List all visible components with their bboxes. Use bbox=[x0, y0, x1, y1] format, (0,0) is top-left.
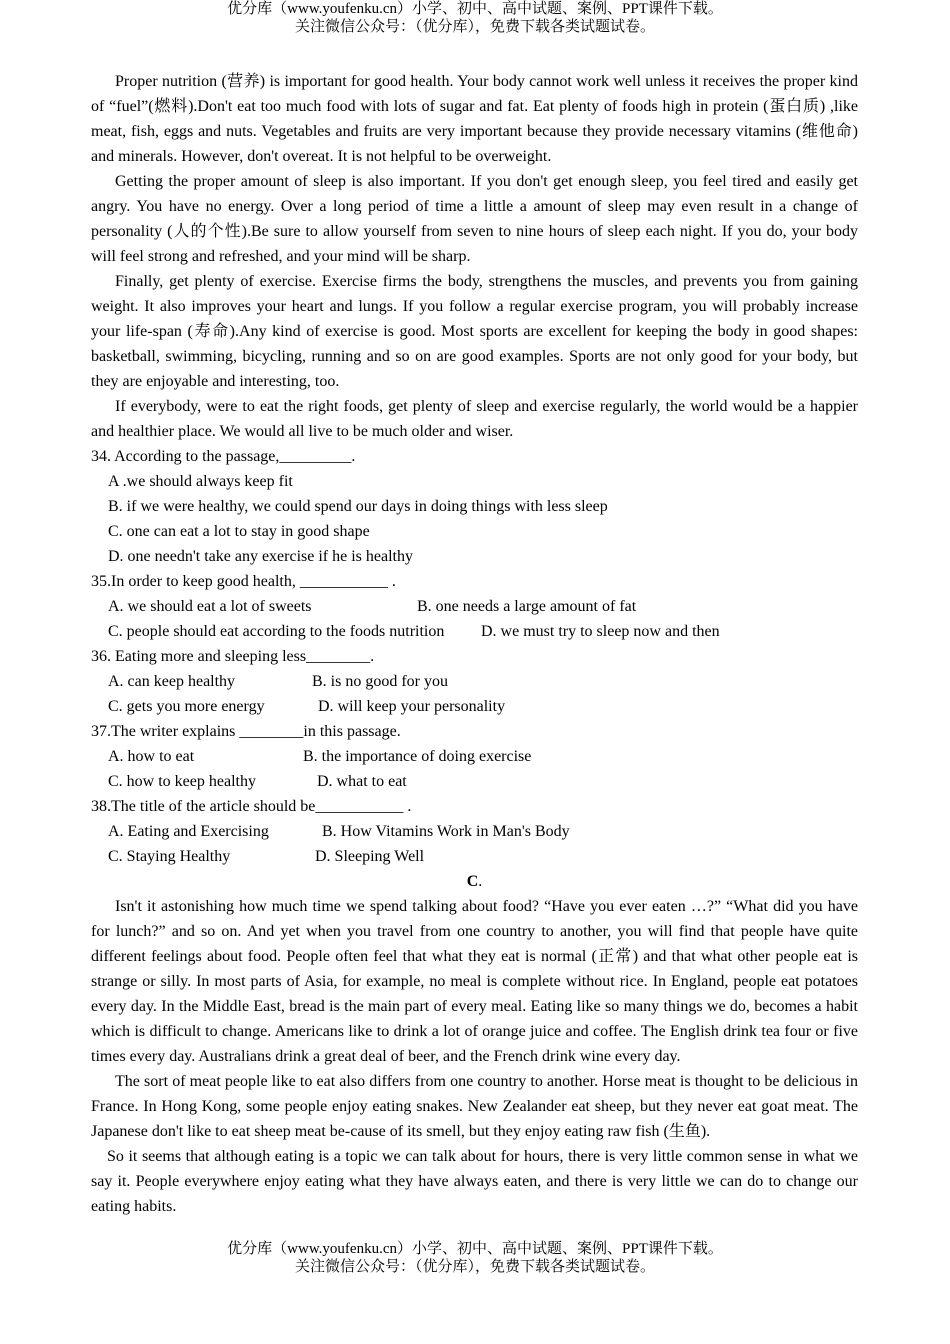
page-footer bbox=[0, 1240, 950, 1276]
question-37 bbox=[91, 719, 858, 794]
option-d: D. will keep your personality bbox=[318, 698, 506, 715]
option-row bbox=[91, 769, 858, 794]
footer-line-1: 优分库（www.youfenku.cn）小学、初中、高中试题、案例、PPT课件下载。 bbox=[227, 1241, 723, 1257]
passage-b-paragraph: If everybody, were to eat the right foods, get plenty of sleep and exercise regularly, the world would be a happier and healthier place. We would all live to be much older and wiser. bbox=[91, 398, 858, 440]
option-b: B. one needs a large amount of fat bbox=[417, 598, 637, 615]
question-36 bbox=[91, 644, 858, 719]
footer-line-2: 关注微信公众号：（优分库），免费下载各类试题试卷。 bbox=[294, 1259, 655, 1275]
option-row bbox=[91, 744, 858, 769]
option-a: A .we should always keep fit bbox=[108, 473, 293, 490]
option-d: D. we must try to sleep now and then bbox=[481, 623, 720, 640]
question-stem: 36. Eating more and sleeping less________. bbox=[91, 648, 375, 665]
option-b: B. How Vitamins Work in Man's Body bbox=[322, 823, 570, 840]
option-a: A. Eating and Exercising bbox=[108, 823, 269, 840]
option-c: C. one can eat a lot to stay in good shape bbox=[108, 523, 370, 540]
option-a: A. we should eat a lot of sweets bbox=[108, 598, 312, 615]
option-row bbox=[91, 669, 858, 694]
question-38 bbox=[91, 794, 858, 869]
question-stem: 35.In order to keep good health, ___________ . bbox=[91, 573, 396, 590]
passage-c-paragraph: Isn't it astonishing how much time we spend talking about food? “Have you ever eaten …?” “What did you have for lunch?” and so on. And yet when you travel from one country to another, you will find that people have quite different feelings about food. People often feel that what they eat is normal (正常) and that what other people eat is strange or silly. In most parts of Asia, for example, no meal is complete without rice. In England, people eat potatoes every day. In the Middle East, bread is the main part of every meal. Eating like so many things we do, becomes a habit which is difficult to change. Americans like to drink a lot of orange juice and coffee. The English drink tea four or five times every day. Australians drink a great deal of beer, and the French drink wine every day. bbox=[91, 898, 858, 1065]
option-row bbox=[91, 694, 858, 719]
option-row bbox=[91, 819, 858, 844]
option-c: C. Staying Healthy bbox=[108, 848, 231, 865]
option-d: D. Sleeping Well bbox=[315, 848, 425, 865]
section-label-suffix: . bbox=[478, 873, 483, 890]
passage-b-paragraph: Proper nutrition (营养) is important for good health. Your body cannot work well unless it receives the proper kind of “fuel”(燃料).Don't eat too much food with lots of sugar and fat. Eat plenty of foods high in protein (蛋白质) ,like meat, fish, eggs and nuts. Vegetables and fruits are very important because they provide necessary vitamins (维他命) and minerals. However, don't overeat. It is not helpful to be overweight. bbox=[91, 73, 858, 165]
option-a: A. how to eat bbox=[108, 748, 195, 765]
option-c: C. people should eat according to the foods nutrition bbox=[108, 623, 445, 640]
option-d: D. one needn't take any exercise if he is healthy bbox=[108, 548, 413, 565]
page-header bbox=[0, 0, 950, 36]
header-line-2: 关注微信公众号：（优分库），免费下载各类试题试卷。 bbox=[294, 19, 655, 35]
question-stem: 37.The writer explains ________in this passage. bbox=[91, 723, 401, 740]
option-row bbox=[91, 844, 858, 869]
option-b: B. is no good for you bbox=[312, 673, 448, 690]
option-row bbox=[91, 619, 858, 644]
section-label: C bbox=[466, 873, 479, 890]
question-stem: 34. According to the passage,_________. bbox=[91, 448, 356, 465]
page-content bbox=[91, 69, 858, 1219]
passage-b-paragraph: Getting the proper amount of sleep is also important. If you don't get enough sleep, you feel tired and easily get angry. You have no energy. Over a long period of time a little a amount of sleep may even result in a change of personality (人的个性).Be sure to allow yourself from seven to nine hours of sleep each night. If you do, your body will feel strong and refreshed, and your mind will be sharp. bbox=[91, 173, 858, 265]
option-d: D. what to eat bbox=[317, 773, 407, 790]
option-b: B. if we were healthy, we could spend our days in doing things with less sleep bbox=[108, 498, 608, 515]
question-34 bbox=[91, 444, 858, 569]
question-stem: 38.The title of the article should be___________ . bbox=[91, 798, 412, 815]
passage-c-paragraph: So it seems that although eating is a topic we can talk about for hours, there is very little common sense in what we say it. People everywhere enjoy eating what they have always eaten, and there is very little we can do to change our eating habits. bbox=[91, 1148, 858, 1215]
passage-c-paragraph: The sort of meat people like to eat also differs from one country to another. Horse meat is thought to be delicious in France. In Hong Kong, some people enjoy eating snakes. New Zealander eat sheep, but they never eat goat meat. The Japanese don't like to eat sheep meat be-cause of its smell, but they enjoy eating raw fish (生鱼). bbox=[91, 1073, 858, 1140]
option-b: B. the importance of doing exercise bbox=[303, 748, 532, 765]
passage-b-paragraph: Finally, get plenty of exercise. Exercise firms the body, strengthens the muscles, and prevents you from gaining weight. It also improves your heart and lungs. If you follow a regular exercise program, you will probably increase your life-span (寿命).Any kind of exercise is good. Most sports are excellent for keeping the body in good shapes: basketball, swimming, bicycling, running and so on are good examples. Sports are not only good for your body, but they are enjoyable and interesting, too. bbox=[91, 273, 858, 390]
header-line-1: 优分库（www.youfenku.cn）小学、初中、高中试题、案例、PPT课件下载。 bbox=[227, 1, 723, 17]
section-c-heading bbox=[91, 869, 858, 894]
option-c: C. how to keep healthy bbox=[108, 773, 256, 790]
question-35 bbox=[91, 569, 858, 644]
option-c: C. gets you more energy bbox=[108, 698, 265, 715]
option-a: A. can keep healthy bbox=[108, 673, 236, 690]
option-row bbox=[91, 594, 858, 619]
